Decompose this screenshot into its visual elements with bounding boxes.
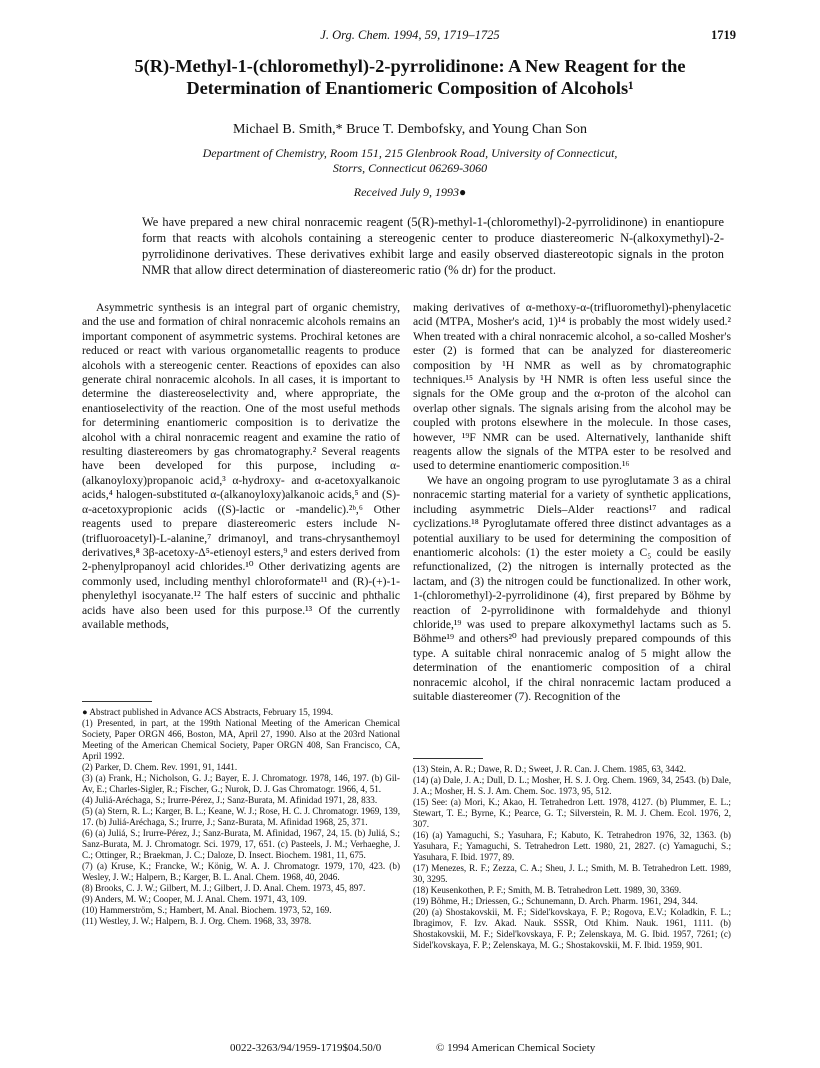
footnote: (9) Anders, M. W.; Cooper, M. J. Anal. Chem. 1971, 43, 109.	[82, 894, 307, 904]
footnote: (11) Westley, J. W.; Halpern, B. J. Org. Chem. 1968, 33, 3978.	[82, 916, 312, 926]
footnote: (5) (a) Stern, R. L.; Karger, B. L.; Keane, W. J.; Rose, H. C. J. Chromatogr. 1969, 139, 17. (b) Juliá-Aréchaga, S.; Irurre, J.; Sanz-Burata, M. Afinidad 1968, 25, 371.	[82, 806, 400, 827]
footnote: (10) Hammerström, S.; Hambert, M. Anal. Biochem. 1973, 52, 169.	[82, 905, 332, 915]
footnote: (4) Juliá-Aréchaga, S.; Irurre-Pérez, J.; Sanz-Burata, M. Afinidad 1971, 28, 833.	[82, 795, 378, 805]
footnote-divider	[413, 758, 483, 759]
affiliation-line: Department of Chemistry, Room 151, 215 Glenbrook Road, University of Connecticut,	[202, 146, 618, 160]
footnote: ● Abstract published in Advance ACS Abstracts, February 15, 1994.	[82, 707, 334, 717]
footnote: (1) Presented, in part, at the 199th National Meeting of the American Chemical Society, Paper ORGN 466, Boston, MA, April 27, 1990. Also at the 203rd National Meeting of the American Chemical Society, Paper ORGN 408, San Francisco, CA, April 1992.	[82, 718, 400, 761]
footnote: (7) (a) Kruse, K.; Francke, W.; König, W. A. J. Chromatogr. 1979, 170, 423. (b) Wesley, J. W.; Halpern, B.; Karger, B. L. Anal. Chem. 1968, 40, 2046.	[82, 861, 400, 882]
affiliation	[0, 146, 820, 176]
right-column	[413, 301, 731, 704]
footnote: (20) (a) Shostakovskii, M. F.; Sidel'kovskaya, F. P.; Rogova, E.V.; Koladkin, F. L.; Ibragimov, F. Izv. Akad. Nauk. SSSR, Otd Khim. Nauk. 1961, 1111. (b) Shostakovskii, M. F.; Sidel'kovskaya, F. P.; Zelenskaya, M. G. Ibid. 1957, 7261; (c) Sidel'kovskaya, F. P.; Zelenskaya, M. G.; Shostakovskii, M. F. Ibid. 1959, 901.	[413, 907, 731, 950]
affiliation-line: Storrs, Connecticut 06269-3060	[332, 161, 488, 175]
footnote: (16) (a) Yamaguchi, S.; Yasuhara, F.; Kabuto, K. Tetrahedron 1976, 32, 1363. (b) Yasuhara, F.; Yamaguchi, S. Tetrahedron Lett. 1980, 21, 2827. (c) Yamaguchi, S.; Yasuhara, F. Ibid. 1977, 89.	[413, 830, 731, 862]
footnotes-left	[82, 707, 400, 927]
footnote: (2) Parker, D. Chem. Rev. 1991, 91, 1441.	[82, 762, 238, 772]
footnote: (14) (a) Dale, J. A.; Dull, D. L.; Mosher, H. S. J. Org. Chem. 1969, 34, 2543. (b) Dale, J. A.; Mosher, H. S. J. Am. Chem. Soc. 1973, 95, 512.	[413, 775, 731, 796]
article-title: 5(R)-Methyl-1-(chloromethyl)-2-pyrrolidinone: A New Reagent for the Determination of Enantiomeric Composition of Alcohols¹	[134, 56, 686, 98]
footnote: (15) See: (a) Mori, K.; Akao, H. Tetrahedron Lett. 1978, 4127. (b) Plummer, E. L.; Stewart, T. E.; Byrne, K.; Pearce, G. T.; Silverstein, R. M. J. Chem. Ecol. 1976, 2, 307.	[413, 797, 731, 829]
footnote: (18) Keusenkothen, P. F.; Smith, M. B. Tetrahedron Lett. 1989, 30, 3369.	[413, 885, 682, 895]
footnote-divider	[82, 701, 152, 702]
footnote: (8) Brooks, C. J. W.; Gilbert, M. J.; Gilbert, J. D. Anal. Chem. 1973, 45, 897.	[82, 883, 366, 893]
footnote: (13) Stein, A. R.; Dawe, R. D.; Sweet, J. R. Can. J. Chem. 1985, 63, 3442.	[413, 764, 687, 774]
copyright-notice: © 1994 American Chemical Society	[436, 1042, 596, 1054]
left-column	[82, 301, 400, 632]
author-list: Michael B. Smith,* Bruce T. Dembofsky, and Young Chan Son	[232, 122, 587, 137]
body-paragraph: We have an ongoing program to use pyroglutamate 3 as a chiral nonracemic starting material for a variety of synthetic applications, including asymmetric Diels–Alder reactions¹⁷ and radical cyclizations.¹⁸ Pyroglutamate offered three distinct advantages as a potential auxiliary to be used for determining the composition of enantiomeric alcohols: (1) the ester moiety a C₅ could be easily refunctionalized, (2) the nitrogen is internally protected as the lactam, and (3) the nitrogen could be functionalized. In other work, 1-(chloromethyl)-2-pyrrolidinone (4), first prepared by Böhme by reaction of 2-pyrrolidinone with formaldehyde and thionyl chloride,¹⁹ was used to prepare alkoxymethyl lactams such as 5. Böhme¹⁹ and others²⁰ had previously prepared compounds of this type. A suitable chiral nonracemic analog of 5 might allow the determination of the enantiomeric composition of a chiral nonracemic alcohol, if the chiral nonracemic lactam produced a suitable diastereomer (7). Recognition of the	[413, 473, 731, 703]
footnote: (6) (a) Juliá, S.; Irurre-Pérez, J.; Sanz-Burata, M. Afinidad, 1967, 24, 15. (b) Juliá, S.; Sanz-Burata, M. J. Chromatogr. Sci. 1979, 17, 651. (c) Pasteels, J. M.; Verhaeghe, J. C.; Ottinger, R.; Braekman, J. C.; Daloze, D. Insect. Biochem. 1981, 11, 675.	[82, 828, 400, 860]
footnote: (17) Menezes, R. F.; Zezza, C. A.; Sheu, J. L.; Smith, M. B. Tetrahedron Lett. 1989, 30, 3295.	[413, 863, 731, 884]
footnotes-right	[413, 764, 731, 951]
abstract: We have prepared a new chiral nonracemic reagent (5(R)-methyl-1-(chloromethyl)-2-pyrrolidinone) in enantiopure form that reacts with alcohols containing a stereogenic center to produce diastereomeric N-(alkoxymethyl)-2-pyrrolidinone derivatives. These derivatives exhibit large and easily observed diastereotopic signals in the proton NMR that allow direct determination of diastereomeric ratio (% dr) for the product.	[142, 215, 724, 277]
body-paragraph: Asymmetric synthesis is an integral part of organic chemistry, and the use and formation of chiral nonracemic alcohols remains an important component of asymmetric systems. Prochiral ketones are reduced or react with various organometallic reagents to produce alcohols with a stereogenic center. Reactions of epoxides can also generate chiral nonracemic alcohols. In all cases, it is important to determine the diastereoselectivity and, where appropriate, the enantioselectivity of the reaction. One of the most useful methods for determining enantiomeric composition is to derivatize the alcohol with a chiral nonracemic reagent and examine the ratio of resulting diastereomers by gas chromatography.² Several reagents have been developed for this purpose, including α-(alkanoyloxy)propanoic acid,³ α-hydroxy- and α-acetoxyalkanoic acids,⁴ halogen-substituted α-(alkanoyloxy)alkanoic acids,⁵ and (S)-α-acetoxypropionic acids ((S)-lactic or -mandelic).²ᵇ,⁶ Other reagents used to prepare diastereomeric esters include N-(trifluoroacetyl)-L-alanine,⁷ drimanoyl, and trans-chrysanthemoyl derivatives,⁸ 3β-acetoxy-Δ⁵-etienoyl esters,⁹ and esters derived from 2-phenylpropanoyl acid chlorides.¹⁰ Other derivatizing agents are commonly used, including menthyl chloroformate¹¹ and (R)-(+)-1-phenylethyl isocyanate.¹² The half esters of succinic and phthalic acids have also been used for this purpose.¹³ Of the currently available methods,	[82, 301, 400, 631]
body-paragraph: making derivatives of α-methoxy-α-(trifluoromethyl)-phenylacetic acid (MTPA, Mosher's acid, 1)¹⁴ is probably the most widely used.² When treated with a chiral nonracemic alcohol, a so-called Mosher's ester (2) is formed that can be analyzed for diastereomeric composition by ¹H NMR as well as by chromatographic techniques.¹⁵ Analysis by ¹H NMR is often less useful since the signals for the OMe group and the α-proton of the alcohol can overlap other signals. The signals arising from the alcohol may be coupled with protons elsewhere in the molecule. In those cases, however, ¹⁹F NMR can be used. Alternatively, lanthanide shift reagents allow the signals of the MTPA ester to be resolved and used to determine enantiomeric composition.¹⁶	[413, 301, 731, 473]
article-code: 0022-3263/94/1959-1719$04.50/0	[230, 1042, 382, 1054]
footnote: (19) Böhme, H.; Driessen, G.; Schunemann, D. Arch. Pharm. 1961, 294, 344.	[413, 896, 698, 906]
journal-citation: J. Org. Chem. 1994, 59, 1719–1725	[320, 28, 500, 42]
page-number: 1719	[711, 28, 736, 42]
footnote: (3) (a) Frank, H.; Nicholson, G. J.; Bayer, E. J. Chromatogr. 1978, 146, 197. (b) Gil-Av, E.; Charles-Sigler, R.; Fischer, G.; Nurok, D. J. Gas Chromatogr. 1966, 4, 51.	[82, 773, 400, 794]
received-date: Received July 9, 1993●	[353, 185, 467, 199]
